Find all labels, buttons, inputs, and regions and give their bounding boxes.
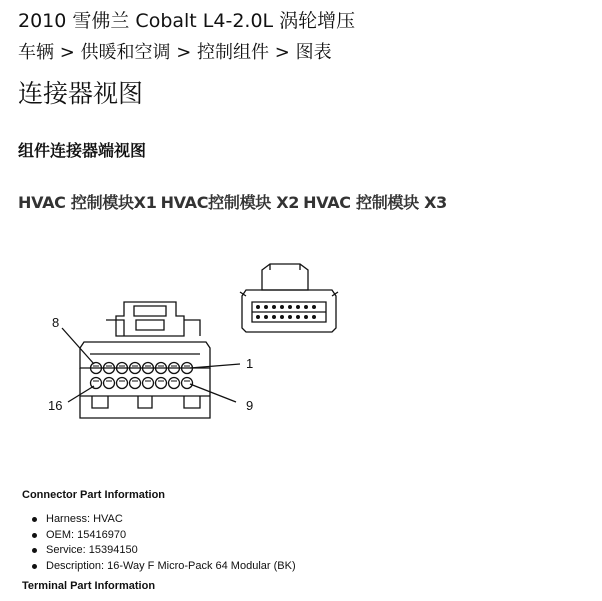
pin-label-8: 8 xyxy=(52,315,60,330)
section-heading: 连接器视图 xyxy=(18,79,144,108)
pin-label-9: 9 xyxy=(246,398,254,413)
list-item: Description: 16-Way F Micro-Pack 64 Modular (BK) xyxy=(30,559,296,575)
subsection-heading: 组件连接器端视图 xyxy=(18,141,147,160)
connector-face-view xyxy=(62,302,240,418)
caption-x3: HVAC 控制模块 X3 xyxy=(303,193,447,212)
connector-info-list xyxy=(30,512,296,574)
breadcrumb[interactable]: 车辆 > 供暖和空调 > 控制组件 > 图表 xyxy=(18,42,332,63)
connector-diagram xyxy=(40,250,340,450)
terminal-info-title: Terminal Part Information xyxy=(22,580,156,592)
pin-grid xyxy=(91,363,193,389)
list-item: Service: 15394150 xyxy=(30,543,296,559)
list-item: Harness: HVAC xyxy=(30,512,296,528)
pin-label-1: 1 xyxy=(246,356,254,371)
pin-label-16: 16 xyxy=(48,398,63,413)
caption-x2: HVAC控制模块 X2 xyxy=(160,193,300,212)
caption-x1: HVAC 控制模块X1 xyxy=(18,193,157,212)
connector-info-title: Connector Part Information xyxy=(22,489,166,501)
figure-caption xyxy=(18,190,451,213)
connector-iso-view xyxy=(240,264,338,332)
list-item: OEM: 15416970 xyxy=(30,528,296,544)
page-title: 2010 雪佛兰 Cobalt L4-2.0L 涡轮增压 xyxy=(18,10,356,32)
